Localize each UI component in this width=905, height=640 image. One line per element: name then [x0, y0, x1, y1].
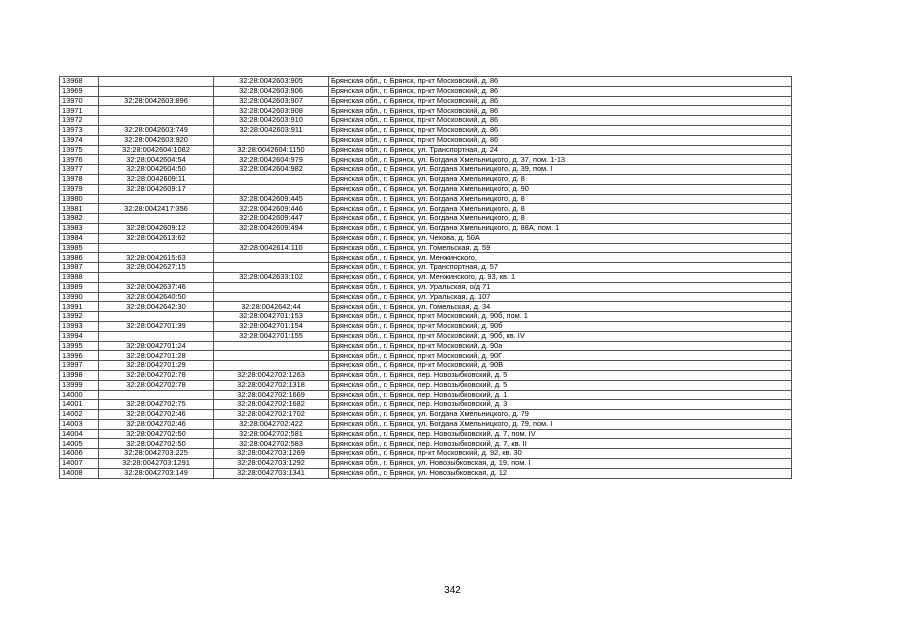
address-cell: Брянская обл., г. Брянск, пер. Новозыбковский, д. 1 [329, 390, 792, 400]
land-cadastral-number-cell: 32:28:0042701:39 [99, 321, 214, 331]
address-cell: Брянская обл., г. Брянск, ул. Богдана Хмельницкого, д. 8 [329, 204, 792, 214]
table-row [60, 468, 792, 478]
address-cell: Брянская обл., г. Брянск, пр-кт Московский, д. 90В [329, 361, 792, 371]
table-row [60, 292, 792, 302]
object-cadastral-number-cell: 32:28:0042609:445 [214, 194, 329, 204]
address-cell: Брянская обл., г. Брянск, ул. Богдана Хмельницкого, д. 39, пом. I [329, 165, 792, 175]
table-row [60, 361, 792, 371]
object-cadastral-number-cell: 32:28:0042702:1682 [214, 400, 329, 410]
row-number-cell: 13985 [60, 243, 99, 253]
row-number-cell: 14006 [60, 449, 99, 459]
registry-table [59, 76, 792, 479]
address-cell: Брянская обл., г. Брянск, ул. Богдана Хмельницкого, д. 8 [329, 214, 792, 224]
land-cadastral-number-cell [99, 106, 214, 116]
table-row [60, 449, 792, 459]
row-number-cell: 13969 [60, 86, 99, 96]
object-cadastral-number-cell [214, 174, 329, 184]
registry-table-body [60, 77, 792, 479]
row-number-cell: 13973 [60, 125, 99, 135]
table-row [60, 116, 792, 126]
object-cadastral-number-cell: 32:28:0042603:907 [214, 96, 329, 106]
address-cell: Брянская обл., г. Брянск, ул. Богдана Хмельницкого, д. 8 [329, 174, 792, 184]
table-row [60, 214, 792, 224]
object-cadastral-number-cell: 32:28:0042603:906 [214, 86, 329, 96]
address-cell: Брянская обл., г. Брянск, ул. Транспортная, д. 24 [329, 145, 792, 155]
object-cadastral-number-cell: 32:28:0042604:979 [214, 155, 329, 165]
row-number-cell: 13984 [60, 233, 99, 243]
address-cell: Брянская обл., г. Брянск, пер. Новозыбковский, д. 5 [329, 370, 792, 380]
object-cadastral-number-cell: 32:28:0042614:110 [214, 243, 329, 253]
address-cell: Брянская обл., г. Брянск, пр-кт Московский, д. 86 [329, 135, 792, 145]
object-cadastral-number-cell: 32:28:0042702:583 [214, 439, 329, 449]
address-cell: Брянская обл., г. Брянск, ул. Гомельская, д. 34 [329, 302, 792, 312]
address-cell: Брянская обл., г. Брянск, ул. Уральская, д. 107 [329, 292, 792, 302]
table-row [60, 125, 792, 135]
object-cadastral-number-cell [214, 361, 329, 371]
row-number-cell: 13998 [60, 370, 99, 380]
object-cadastral-number-cell: 32:28:0042703:1292 [214, 459, 329, 469]
land-cadastral-number-cell: 32:28:0042703:149 [99, 468, 214, 478]
table-row [60, 204, 792, 214]
land-cadastral-number-cell: 32:28:0042637:46 [99, 282, 214, 292]
object-cadastral-number-cell [214, 135, 329, 145]
table-row [60, 341, 792, 351]
land-cadastral-number-cell: 32:28:0042604:50 [99, 165, 214, 175]
row-number-cell: 13975 [60, 145, 99, 155]
object-cadastral-number-cell [214, 263, 329, 273]
object-cadastral-number-cell: 32:28:0042604:1150 [214, 145, 329, 155]
table-row [60, 331, 792, 341]
land-cadastral-number-cell [99, 86, 214, 96]
table-row [60, 106, 792, 116]
address-cell: Брянская обл., г. Брянск, ул. Богдана Хмельницкого, д. 90 [329, 184, 792, 194]
table-row [60, 223, 792, 233]
row-number-cell: 13989 [60, 282, 99, 292]
object-cadastral-number-cell [214, 184, 329, 194]
land-cadastral-number-cell: 32:28:0042642:30 [99, 302, 214, 312]
object-cadastral-number-cell: 32:28:0042703:1269 [214, 449, 329, 459]
land-cadastral-number-cell: 32:28:0042615:63 [99, 253, 214, 263]
address-cell: Брянская обл., г. Брянск, ул. Менжинского, д. 93, кв. 1 [329, 272, 792, 282]
address-cell: Брянская обл., г. Брянск, пр-кт Московский, д. 90а [329, 341, 792, 351]
table-row [60, 312, 792, 322]
table-row [60, 439, 792, 449]
row-number-cell: 13997 [60, 361, 99, 371]
address-cell: Брянская обл., г. Брянск, пр-кт Московский, д. 90б, кв. IV [329, 331, 792, 341]
row-number-cell: 13972 [60, 116, 99, 126]
land-cadastral-number-cell: 32:28:0042702:50 [99, 429, 214, 439]
land-cadastral-number-cell [99, 331, 214, 341]
object-cadastral-number-cell [214, 341, 329, 351]
land-cadastral-number-cell [99, 390, 214, 400]
row-number-cell: 14007 [60, 459, 99, 469]
object-cadastral-number-cell [214, 282, 329, 292]
land-cadastral-number-cell: 32:28:0042703:1291 [99, 459, 214, 469]
land-cadastral-number-cell: 32:28:0042702:46 [99, 410, 214, 420]
object-cadastral-number-cell: 32:28:0042702:1702 [214, 410, 329, 420]
object-cadastral-number-cell: 32:28:0042609:447 [214, 214, 329, 224]
table-row [60, 165, 792, 175]
address-cell: Брянская обл., г. Брянск, ул. Новозыбковская, д. 19, пом. I [329, 459, 792, 469]
row-number-cell: 14004 [60, 429, 99, 439]
table-row [60, 370, 792, 380]
land-cadastral-number-cell: 32:28:0042627:15 [99, 263, 214, 273]
land-cadastral-number-cell [99, 214, 214, 224]
table-row [60, 272, 792, 282]
land-cadastral-number-cell: 32:28:0042609:11 [99, 174, 214, 184]
object-cadastral-number-cell: 32:28:0042702:581 [214, 429, 329, 439]
row-number-cell: 13976 [60, 155, 99, 165]
table-row [60, 429, 792, 439]
row-number-cell: 13991 [60, 302, 99, 312]
table-row [60, 419, 792, 429]
row-number-cell: 13993 [60, 321, 99, 331]
address-cell: Брянская обл., г. Брянск, пр-кт Московский, д. 86 [329, 96, 792, 106]
land-cadastral-number-cell: 32:28:0042701:28 [99, 351, 214, 361]
land-cadastral-number-cell: 32:28:0042603:920 [99, 135, 214, 145]
table-row [60, 233, 792, 243]
table-row [60, 174, 792, 184]
land-cadastral-number-cell: 32:28:0042701:29 [99, 361, 214, 371]
table-row [60, 96, 792, 106]
address-cell: Брянская обл., г. Брянск, ул. Чехова, д. 50А [329, 233, 792, 243]
object-cadastral-number-cell: 32:28:0042609:494 [214, 223, 329, 233]
object-cadastral-number-cell: 32:28:0042642:44 [214, 302, 329, 312]
land-cadastral-number-cell [99, 272, 214, 282]
object-cadastral-number-cell: 32:28:0042604:982 [214, 165, 329, 175]
table-row [60, 194, 792, 204]
land-cadastral-number-cell: 32:28:0042604:54 [99, 155, 214, 165]
object-cadastral-number-cell: 32:28:0042603:910 [214, 116, 329, 126]
land-cadastral-number-cell [99, 312, 214, 322]
address-cell: Брянская обл., г. Брянск, ул. Богдана Хмельницкого, д. 88А, пом. 1 [329, 223, 792, 233]
address-cell: Брянская обл., г. Брянск, пр-кт Московский, д. 90Г [329, 351, 792, 361]
address-cell: Брянская обл., г. Брянск, ул. Уральская, о/д 71 [329, 282, 792, 292]
table-row [60, 263, 792, 273]
row-number-cell: 13994 [60, 331, 99, 341]
address-cell: Брянская обл., г. Брянск, пр-кт Московский, д. 90б, пом. 1 [329, 312, 792, 322]
land-cadastral-number-cell: 32:28:0042609:17 [99, 184, 214, 194]
object-cadastral-number-cell: 32:28:0042603:905 [214, 77, 329, 87]
object-cadastral-number-cell [214, 351, 329, 361]
land-cadastral-number-cell: 32:28:0042701:24 [99, 341, 214, 351]
row-number-cell: 13974 [60, 135, 99, 145]
object-cadastral-number-cell: 32:28:0042701:153 [214, 312, 329, 322]
row-number-cell: 13983 [60, 223, 99, 233]
table-row [60, 243, 792, 253]
row-number-cell: 13987 [60, 263, 99, 273]
row-number-cell: 13996 [60, 351, 99, 361]
row-number-cell: 14005 [60, 439, 99, 449]
row-number-cell: 13968 [60, 77, 99, 87]
address-cell: Брянская обл., г. Брянск, пер. Новозыбковский, д. 3 [329, 400, 792, 410]
land-cadastral-number-cell: 32:28:0042417:356 [99, 204, 214, 214]
address-cell: Брянская обл., г. Брянск, пр-кт Московский, д. 86 [329, 116, 792, 126]
table-row [60, 77, 792, 87]
table-row [60, 135, 792, 145]
object-cadastral-number-cell: 32:28:0042702:422 [214, 419, 329, 429]
address-cell: Брянская обл., г. Брянск, пер. Новозыбковский, д. 5 [329, 380, 792, 390]
land-cadastral-number-cell [99, 243, 214, 253]
address-cell: Брянская обл., г. Брянск, пр-кт Московский, д. 86 [329, 125, 792, 135]
row-number-cell: 13971 [60, 106, 99, 116]
table-row [60, 459, 792, 469]
land-cadastral-number-cell: 32:28:0042613:62 [99, 233, 214, 243]
address-cell: Брянская обл., г. Брянск, пр-кт Московский, д. 92, кв. 30 [329, 449, 792, 459]
table-row [60, 351, 792, 361]
object-cadastral-number-cell [214, 292, 329, 302]
object-cadastral-number-cell: 32:28:0042703:1341 [214, 468, 329, 478]
address-cell: Брянская обл., г. Брянск, пр-кт Московский, д. 86 [329, 77, 792, 87]
object-cadastral-number-cell: 32:28:0042633:102 [214, 272, 329, 282]
address-cell: Брянская обл., г. Брянск, ул. Менжинского, [329, 253, 792, 263]
address-cell: Брянская обл., г. Брянск, ул. Новозыбковская, д. 12 [329, 468, 792, 478]
table-row [60, 282, 792, 292]
table-row [60, 410, 792, 420]
row-number-cell: 14008 [60, 468, 99, 478]
address-cell: Брянская обл., г. Брянск, пер. Новозыбковский, д. 7, кв. II [329, 439, 792, 449]
object-cadastral-number-cell: 32:28:0042702:1263 [214, 370, 329, 380]
object-cadastral-number-cell [214, 233, 329, 243]
address-cell: Брянская обл., г. Брянск, ул. Богдана Хмельницкого, д. 79, пом. I [329, 419, 792, 429]
land-cadastral-number-cell [99, 116, 214, 126]
row-number-cell: 13982 [60, 214, 99, 224]
table-row [60, 86, 792, 96]
land-cadastral-number-cell: 32:28:0042703:225 [99, 449, 214, 459]
row-number-cell: 13977 [60, 165, 99, 175]
land-cadastral-number-cell: 32:28:0042702:46 [99, 419, 214, 429]
table-row [60, 321, 792, 331]
row-number-cell: 14003 [60, 419, 99, 429]
land-cadastral-number-cell [99, 194, 214, 204]
table-row [60, 253, 792, 263]
table-row [60, 302, 792, 312]
address-cell: Брянская обл., г. Брянск, ул. Богдана Хмельницкого, д. 8 [329, 194, 792, 204]
land-cadastral-number-cell: 32:28:0042603:896 [99, 96, 214, 106]
object-cadastral-number-cell: 32:28:0042609:446 [214, 204, 329, 214]
table-row [60, 155, 792, 165]
address-cell: Брянская обл., г. Брянск, ул. Богдана Хмельницкого, д. 37, пом. 1-13 [329, 155, 792, 165]
land-cadastral-number-cell: 32:28:0042640:50 [99, 292, 214, 302]
row-number-cell: 13995 [60, 341, 99, 351]
row-number-cell: 13992 [60, 312, 99, 322]
land-cadastral-number-cell: 32:28:0042702:78 [99, 370, 214, 380]
table-row [60, 380, 792, 390]
land-cadastral-number-cell: 32:28:0042702:78 [99, 380, 214, 390]
object-cadastral-number-cell: 32:28:0042603:911 [214, 125, 329, 135]
table-row [60, 400, 792, 410]
object-cadastral-number-cell: 32:28:0042702:1318 [214, 380, 329, 390]
page-number: 342 [444, 585, 461, 596]
address-cell: Брянская обл., г. Брянск, пр-кт Московский, д. 86 [329, 106, 792, 116]
land-cadastral-number-cell: 32:28:0042702:50 [99, 439, 214, 449]
table-row [60, 184, 792, 194]
object-cadastral-number-cell: 32:28:0042701:154 [214, 321, 329, 331]
table-row [60, 145, 792, 155]
object-cadastral-number-cell: 32:28:0042701:155 [214, 331, 329, 341]
row-number-cell: 13980 [60, 194, 99, 204]
row-number-cell: 13970 [60, 96, 99, 106]
address-cell: Брянская обл., г. Брянск, пр-кт Московский, д. 90б [329, 321, 792, 331]
row-number-cell: 14002 [60, 410, 99, 420]
land-cadastral-number-cell: 32:28:0042603:749 [99, 125, 214, 135]
object-cadastral-number-cell [214, 253, 329, 263]
object-cadastral-number-cell: 32:28:0042603:908 [214, 106, 329, 116]
land-cadastral-number-cell: 32:28:0042609:12 [99, 223, 214, 233]
address-cell: Брянская обл., г. Брянск, пр-кт Московский, д. 86 [329, 86, 792, 96]
row-number-cell: 13978 [60, 174, 99, 184]
row-number-cell: 13986 [60, 253, 99, 263]
address-cell: Брянская обл., г. Брянск, пер. Новозыбковский, д. 7, пом. IV [329, 429, 792, 439]
row-number-cell: 13981 [60, 204, 99, 214]
row-number-cell: 14000 [60, 390, 99, 400]
row-number-cell: 13999 [60, 380, 99, 390]
row-number-cell: 13979 [60, 184, 99, 194]
row-number-cell: 13990 [60, 292, 99, 302]
table-row [60, 390, 792, 400]
address-cell: Брянская обл., г. Брянск, ул. Транспортная, д. 57 [329, 263, 792, 273]
row-number-cell: 14001 [60, 400, 99, 410]
address-cell: Брянская обл., г. Брянск, ул. Гомельская, д. 59 [329, 243, 792, 253]
row-number-cell: 13988 [60, 272, 99, 282]
land-cadastral-number-cell: 32:28:0042702:75 [99, 400, 214, 410]
land-cadastral-number-cell: 32:28:0042604:1082 [99, 145, 214, 155]
land-cadastral-number-cell [99, 77, 214, 87]
object-cadastral-number-cell: 32:28:0042702:1669 [214, 390, 329, 400]
address-cell: Брянская обл., г. Брянск, ул. Богдана Хмельницкого, д. 79 [329, 410, 792, 420]
